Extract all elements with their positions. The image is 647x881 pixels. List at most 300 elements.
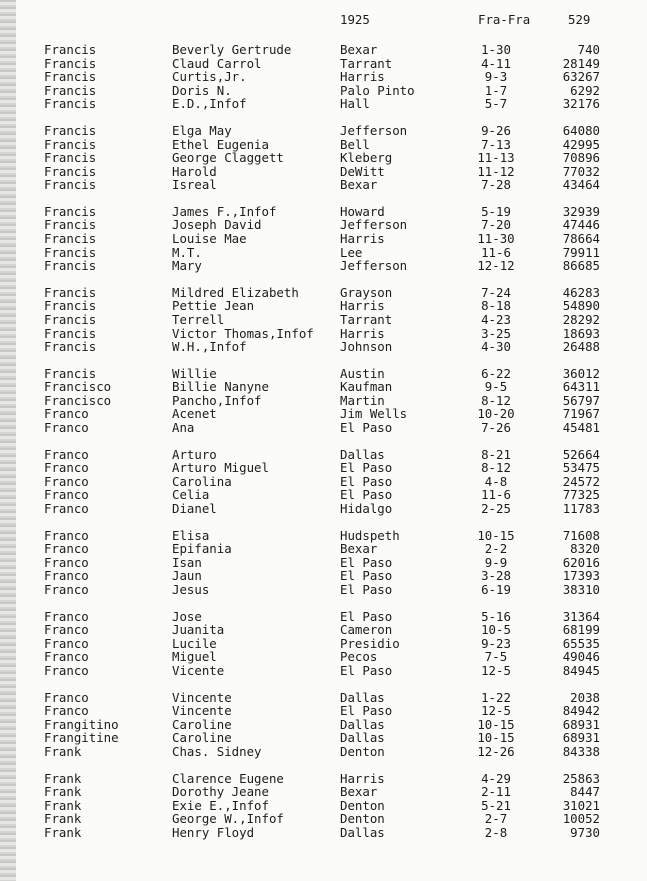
date: 4-30	[481, 339, 511, 355]
county: Bexar	[340, 177, 378, 193]
index-entry-row	[0, 327, 647, 341]
certificate-number: 49046	[562, 649, 600, 665]
certificate-number: 79911	[562, 244, 600, 260]
county: Dallas	[340, 730, 385, 746]
certificate-number: 63267	[562, 69, 600, 85]
date: 3-25	[481, 325, 511, 341]
surname: Francis	[44, 203, 97, 219]
index-entry-row	[0, 407, 647, 421]
certificate-number: 2038	[570, 689, 600, 705]
surname: Francis	[44, 284, 97, 300]
certificate-number: 46283	[562, 284, 600, 300]
given-name: Willie	[172, 365, 217, 381]
certificate-number: 71967	[562, 406, 600, 422]
given-name: Dorothy Jeane	[172, 784, 269, 800]
county: Harris	[340, 770, 385, 786]
certificate-number: 77325	[562, 487, 600, 503]
certificate-number: 68931	[562, 716, 600, 732]
county: Kleberg	[340, 150, 393, 166]
certificate-number: 43464	[562, 177, 600, 193]
county: Pecos	[340, 649, 378, 665]
certificate-number: 42995	[562, 136, 600, 152]
index-entry-row	[0, 218, 647, 232]
given-name: Elisa	[172, 527, 210, 543]
surname: Franco	[44, 460, 89, 476]
date: 4-29	[481, 770, 511, 786]
surname: Francis	[44, 69, 97, 85]
certificate-number: 32939	[562, 203, 600, 219]
given-name: Ethel Eugenia	[172, 136, 269, 152]
date: 2-2	[484, 541, 508, 557]
certificate-number: 9730	[570, 824, 600, 840]
county: Jefferson	[340, 258, 408, 274]
certificate-number: 8447	[570, 784, 600, 800]
county: Howard	[340, 203, 385, 219]
certificate-number: 84945	[562, 662, 600, 678]
certificate-number: 65535	[562, 635, 600, 651]
certificate-number: 78664	[562, 231, 600, 246]
surname: Francis	[44, 96, 97, 112]
surname: Francis	[44, 339, 97, 355]
given-name: Mildred Elizabeth	[172, 284, 299, 300]
date: 7-26	[481, 420, 511, 435]
county: Dallas	[340, 446, 385, 462]
given-name: Henry Floyd	[172, 824, 255, 840]
given-name: Victor Thomas,Infof	[172, 325, 314, 341]
certificate-number: 68199	[562, 622, 600, 638]
county: El Paso	[340, 581, 393, 597]
date: 12-5	[481, 703, 511, 719]
index-entry-row	[0, 313, 647, 327]
index-entry-row	[0, 502, 647, 516]
certificate-number: 18693	[562, 325, 600, 341]
county: El Paso	[340, 608, 393, 624]
date: 10-5	[481, 622, 511, 638]
surname: Franco	[44, 446, 89, 462]
date: 6-19	[481, 581, 511, 597]
given-name: Miguel	[172, 649, 217, 665]
date: 11-12	[477, 163, 515, 179]
index-entry-row	[0, 542, 647, 556]
index-entry-row	[0, 785, 647, 799]
page-year: 1925	[340, 12, 370, 27]
county: Jefferson	[340, 217, 408, 233]
index-entry-row	[0, 421, 647, 435]
county: Harris	[340, 69, 385, 85]
county: Jim Wells	[340, 406, 408, 422]
index-entry-row	[0, 718, 647, 732]
certificate-number: 64080	[562, 122, 600, 138]
index-entry-row	[0, 84, 647, 98]
date: 11-6	[481, 244, 511, 260]
surname: Franco	[44, 568, 89, 584]
county: Hidalgo	[340, 500, 393, 516]
county: Denton	[340, 743, 385, 759]
index-entry-row	[0, 57, 647, 71]
county: Harris	[340, 298, 385, 314]
date: 5-19	[481, 203, 511, 219]
county: Dallas	[340, 716, 385, 732]
date: 2-8	[484, 824, 508, 840]
index-entry-row	[0, 812, 647, 826]
certificate-number: 84942	[562, 703, 600, 719]
county: Harris	[340, 231, 385, 246]
date: 12-12	[477, 258, 515, 274]
certificate-number: 10052	[562, 811, 600, 827]
index-entry-row	[0, 664, 647, 678]
county: Hall	[340, 96, 370, 112]
surname: Franco	[44, 527, 89, 543]
certificate-number: 84338	[562, 743, 600, 759]
given-name: Lucile	[172, 635, 217, 651]
surname: Frank	[44, 824, 82, 840]
county: Grayson	[340, 284, 393, 300]
index-entry-row	[0, 299, 647, 313]
index-entry-row	[0, 529, 647, 543]
date: 11-6	[481, 487, 511, 503]
date: 5-7	[484, 96, 508, 112]
certificate-number: 26488	[562, 339, 600, 355]
date: 12-5	[481, 662, 511, 678]
surname: Franco	[44, 420, 89, 435]
index-entry-row	[0, 745, 647, 759]
date: 5-16	[481, 608, 511, 624]
surname: Francis	[44, 231, 97, 246]
county: Dallas	[340, 824, 385, 840]
given-name: Arturo	[172, 446, 217, 462]
given-name: Harold	[172, 163, 217, 179]
date: 7-5	[484, 649, 508, 665]
surname: Francis	[44, 311, 97, 327]
surname: Francis	[44, 244, 97, 260]
index-entry-row	[0, 569, 647, 583]
index-entry-row	[0, 380, 647, 394]
certificate-number: 70896	[562, 150, 600, 166]
given-name: Elga May	[172, 122, 232, 138]
given-name: Caroline	[172, 716, 232, 732]
surname: Franco	[44, 649, 89, 665]
county: Jefferson	[340, 122, 408, 138]
county: Harris	[340, 325, 385, 341]
certificate-number: 47446	[562, 217, 600, 233]
surname: Francis	[44, 298, 97, 314]
index-entry-row	[0, 583, 647, 597]
surname: Frank	[44, 811, 82, 827]
surname: Frank	[44, 743, 82, 759]
given-name: Jose	[172, 608, 202, 624]
given-name: Caroline	[172, 730, 232, 746]
county: Tarrant	[340, 311, 393, 327]
index-entry-row	[0, 259, 647, 273]
date: 11-13	[477, 150, 515, 166]
county: Bell	[340, 136, 370, 152]
given-name: Exie E.,Infof	[172, 797, 269, 813]
given-name: Isan	[172, 554, 202, 570]
date: 12-26	[477, 743, 515, 759]
index-entry-row	[0, 246, 647, 260]
surname: Franco	[44, 689, 89, 705]
date: 11-30	[477, 231, 515, 246]
date: 2-7	[484, 811, 508, 827]
county: Tarrant	[340, 55, 393, 71]
index-entry-row	[0, 394, 647, 408]
surname: Francis	[44, 217, 97, 233]
date: 9-23	[481, 635, 511, 651]
surname: Frank	[44, 784, 82, 800]
given-name: W.H.,Infof	[172, 339, 247, 355]
given-name: George Claggett	[172, 150, 284, 166]
county: Bexar	[340, 541, 378, 557]
given-name: E.D.,Infof	[172, 96, 247, 112]
county: Lee	[340, 244, 363, 260]
county: Bexar	[340, 784, 378, 800]
index-entry-row	[0, 286, 647, 300]
county: El Paso	[340, 473, 393, 489]
date: 7-20	[481, 217, 511, 233]
county: Kaufman	[340, 379, 393, 395]
date: 9-3	[484, 69, 508, 85]
index-entry-row	[0, 691, 647, 705]
certificate-number: 62016	[562, 554, 600, 570]
index-entry-row	[0, 623, 647, 637]
surname: Francis	[44, 42, 97, 57]
certificate-number: 28149	[562, 55, 600, 71]
date: 9-9	[484, 554, 508, 570]
surname: Francis	[44, 258, 97, 274]
surname: Franco	[44, 635, 89, 651]
surname: Franco	[44, 554, 89, 570]
date: 6-22	[481, 365, 511, 381]
given-name: Arturo Miguel	[172, 460, 269, 476]
given-name: M.T.	[172, 244, 202, 260]
surname: Francis	[44, 82, 97, 98]
county: Denton	[340, 811, 385, 827]
certificate-number: 71608	[562, 527, 600, 543]
index-entry-row	[0, 232, 647, 246]
given-name: Acenet	[172, 406, 217, 422]
certificate-number: 45481	[562, 420, 600, 435]
given-name: Joseph David	[172, 217, 262, 233]
surname: Frangitino	[44, 716, 119, 732]
index-entry-row	[0, 610, 647, 624]
index-entry-row	[0, 124, 647, 138]
date: 7-24	[481, 284, 511, 300]
given-name: Vincente	[172, 703, 232, 719]
date: 1-7	[484, 82, 508, 98]
county: DeWitt	[340, 163, 385, 179]
given-name: Mary	[172, 258, 202, 274]
index-entry-row	[0, 556, 647, 570]
certificate-number: 31021	[562, 797, 600, 813]
given-name: Epifania	[172, 541, 232, 557]
index-entry-row	[0, 138, 647, 152]
county: El Paso	[340, 703, 393, 719]
county: Presidio	[340, 635, 400, 651]
date: 8-21	[481, 446, 511, 462]
date: 10-15	[477, 730, 515, 746]
date: 4-8	[484, 473, 508, 489]
surname: Francis	[44, 136, 97, 152]
date: 1-22	[481, 689, 511, 705]
index-entry-row	[0, 165, 647, 179]
certificate-number: 740	[577, 42, 600, 57]
county: El Paso	[340, 420, 393, 435]
surname: Francis	[44, 177, 97, 193]
county: Hudspeth	[340, 527, 400, 543]
certificate-number: 36012	[562, 365, 600, 381]
index-entry-row	[0, 448, 647, 462]
surname: Franco	[44, 622, 89, 638]
surname: Francis	[44, 365, 97, 381]
date: 7-13	[481, 136, 511, 152]
certificate-number: 52664	[562, 446, 600, 462]
surname: Franco	[44, 487, 89, 503]
surname: Franco	[44, 662, 89, 678]
county: El Paso	[340, 460, 393, 476]
given-name: Chas. Sidney	[172, 743, 262, 759]
certificate-number: 77032	[562, 163, 600, 179]
index-entry-row	[0, 70, 647, 84]
index-entry-row	[0, 650, 647, 664]
date: 10-15	[477, 527, 515, 543]
certificate-number: 25863	[562, 770, 600, 786]
surname: Francis	[44, 325, 97, 341]
county: Palo Pinto	[340, 82, 415, 98]
index-entry-row	[0, 799, 647, 813]
date: 10-20	[477, 406, 515, 422]
given-name: James F.,Infof	[172, 203, 277, 219]
county: Austin	[340, 365, 385, 381]
surname: Francis	[44, 150, 97, 166]
surname: Franco	[44, 473, 89, 489]
surname: Franco	[44, 703, 89, 719]
surname: Francis	[44, 55, 97, 71]
given-name: Curtis,Jr.	[172, 69, 247, 85]
given-name: Celia	[172, 487, 210, 503]
county: El Paso	[340, 554, 393, 570]
date: 10-15	[477, 716, 515, 732]
county: Cameron	[340, 622, 393, 638]
given-name: Jaun	[172, 568, 202, 584]
county: El Paso	[340, 487, 393, 503]
given-name: Ana	[172, 420, 195, 435]
certificate-number: 56797	[562, 392, 600, 408]
index-entry-row	[0, 97, 647, 111]
date: 2-11	[481, 784, 511, 800]
certificate-number: 86685	[562, 258, 600, 274]
date: 7-28	[481, 177, 511, 193]
given-name: George W.,Infof	[172, 811, 284, 827]
given-name: Doris N.	[172, 82, 232, 98]
date: 3-28	[481, 568, 511, 584]
index-entry-row	[0, 731, 647, 745]
date: 5-21	[481, 797, 511, 813]
given-name: Terrell	[172, 311, 225, 327]
given-name: Juanita	[172, 622, 225, 638]
given-name: Vincente	[172, 689, 232, 705]
surname: Francis	[44, 122, 97, 138]
date: 4-11	[481, 55, 511, 71]
date: 8-12	[481, 460, 511, 476]
index-entry-row	[0, 488, 647, 502]
index-entry-row	[0, 704, 647, 718]
index-entry-row	[0, 205, 647, 219]
surname: Francisco	[44, 392, 112, 408]
surname: Franco	[44, 500, 89, 516]
index-entry-row	[0, 43, 647, 57]
given-name: Pancho,Infof	[172, 392, 262, 408]
surname: Franco	[44, 541, 89, 557]
date: 1-30	[481, 42, 511, 57]
certificate-number: 28292	[562, 311, 600, 327]
index-entry-row	[0, 461, 647, 475]
given-name: Pettie Jean	[172, 298, 255, 314]
index-entry-row	[0, 367, 647, 381]
county: Johnson	[340, 339, 393, 355]
given-name: Billie Nanyne	[172, 379, 269, 395]
date: 9-26	[481, 122, 511, 138]
surname: Frank	[44, 797, 82, 813]
county: El Paso	[340, 568, 393, 584]
certificate-number: 31364	[562, 608, 600, 624]
given-name: Isreal	[172, 177, 217, 193]
page-range: Fra-Fra	[478, 12, 531, 27]
certificate-number: 24572	[562, 473, 600, 489]
surname: Frangitine	[44, 730, 119, 746]
index-entry-row	[0, 772, 647, 786]
given-name: Louise Mae	[172, 231, 247, 246]
date: 4-23	[481, 311, 511, 327]
surname: Francis	[44, 163, 97, 179]
certificate-number: 53475	[562, 460, 600, 476]
county: Bexar	[340, 42, 378, 57]
certificate-number: 68931	[562, 730, 600, 746]
given-name: Claud Carrol	[172, 55, 262, 71]
index-entry-row	[0, 340, 647, 354]
given-name: Vicente	[172, 662, 225, 678]
county: Martin	[340, 392, 385, 408]
certificate-number: 6292	[570, 82, 600, 98]
page-number: 529	[568, 12, 591, 27]
date: 2-25	[481, 500, 511, 516]
surname: Franco	[44, 581, 89, 597]
surname: Franco	[44, 608, 89, 624]
index-entry-row	[0, 475, 647, 489]
date: 8-18	[481, 298, 511, 314]
given-name: Carolina	[172, 473, 232, 489]
certificate-number: 38310	[562, 581, 600, 597]
certificate-number: 8320	[570, 541, 600, 557]
certificate-number: 11783	[562, 500, 600, 516]
index-entry-row	[0, 637, 647, 651]
county: El Paso	[340, 662, 393, 678]
index-entry-row	[0, 178, 647, 192]
certificate-number: 64311	[562, 379, 600, 395]
county: Denton	[340, 797, 385, 813]
county: Dallas	[340, 689, 385, 705]
given-name: Jesus	[172, 581, 210, 597]
certificate-number: 17393	[562, 568, 600, 584]
certificate-number: 54890	[562, 298, 600, 314]
given-name: Beverly Gertrude	[172, 42, 292, 57]
index-entry-row	[0, 826, 647, 840]
certificate-number: 32176	[562, 96, 600, 112]
given-name: Clarence Eugene	[172, 770, 284, 786]
index-entry-row	[0, 151, 647, 165]
surname: Francisco	[44, 379, 112, 395]
surname: Franco	[44, 406, 89, 422]
date: 9-5	[484, 379, 508, 395]
